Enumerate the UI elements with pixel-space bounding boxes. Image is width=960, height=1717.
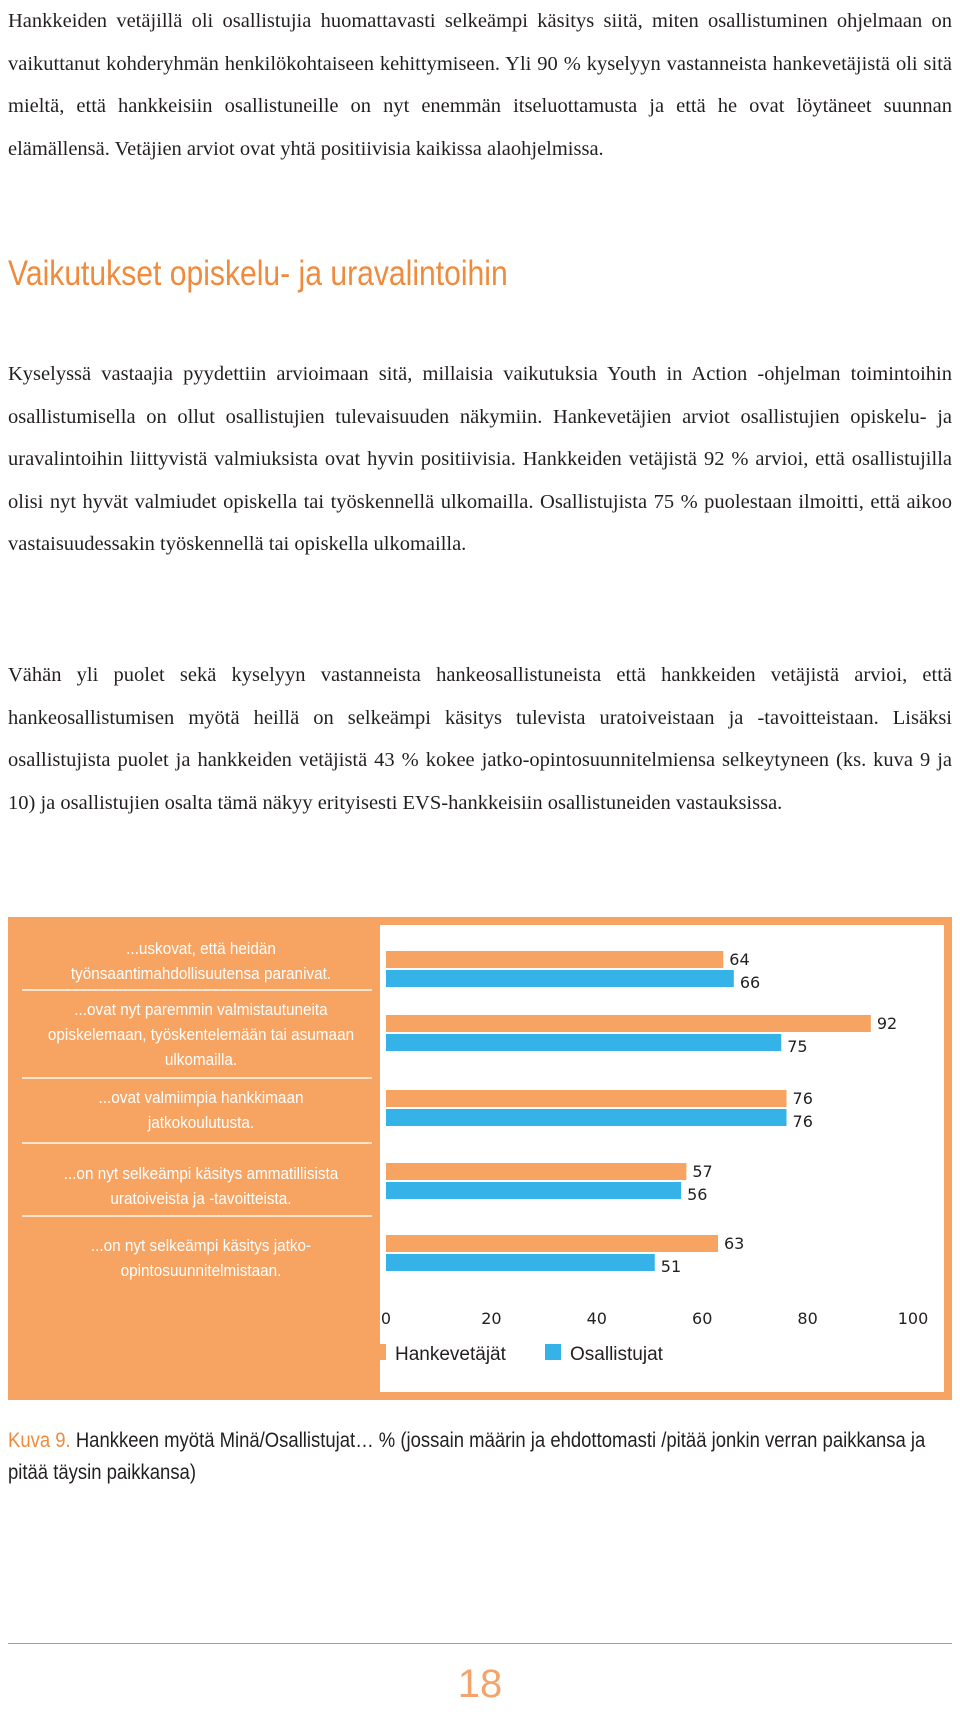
value-label: 76 [792,1089,813,1108]
value-label: 51 [660,1257,682,1276]
legend-label-2: Osallistujat [570,1344,663,1365]
value-label: 56 [687,1185,708,1204]
chart-figure [8,917,952,1400]
category-label-4: ...on nyt selkeämpi käsitys ammatillisista uratoiveista ja -tavoitteista. [63,1164,339,1208]
category-label-1: ...uskovat, että heidän työnsaantimahdollisuutensa paranivat. [70,939,332,983]
value-label: 66 [739,973,761,992]
value-label: 92 [876,1014,898,1033]
bar-hankevetajat-3 [386,1090,787,1107]
footer-rule [8,1643,952,1644]
category-label-5: ...on nyt selkeämpi käsitys jatko-opintosuunnitelmistaan. [90,1236,312,1280]
x-tick-label: 100 [897,1309,929,1328]
body-paragraph-3: Vähän yli puolet sekä kyselyyn vastanneista hankeosallistuneista että hankkeiden vetäjistä arvioi, että hankeosallistumisen myötä heillä on selkeämpi käsitys tulevista uratoiveistaan ja -tavoitteistaan. Lisäksi osallistujista puolet ja hankkeiden vetäjistä 43 % kokee jatko-opintosuunnitelmiensa selkeytyneen (ks. kuva 9 ja 10) ja osallistujien osalta tämä näkyy erityisesti EVS-hankkeisiin osallistuneiden vastauksissa. [8,664,952,814]
value-label: 57 [692,1162,713,1181]
value-label: 75 [787,1037,808,1056]
bar-chart [8,917,952,1400]
legend-label-1: Hankevetäjät [395,1344,506,1365]
x-tick-label: 0 [380,1309,392,1328]
bar-hankevetajat-4 [386,1163,686,1180]
legend-swatch-2 [545,1344,561,1360]
caption-text: Hankkeen myötä Minä/Osallistujat… % (jossain määrin ja ehdottomasti /pitää jonkin verran paikkansa ja pitää täysin paikkansa) [8,1429,926,1484]
x-tick-label: 60 [692,1309,713,1328]
value-label: 76 [792,1112,813,1131]
figure-caption [8,1425,941,1489]
bar-osallistujat-3 [386,1109,787,1126]
value-label: 63 [724,1234,745,1253]
caption-label: Kuva 9. [8,1429,71,1452]
value-label: 64 [729,950,750,969]
category-label-2: ...ovat nyt paremmin valmistautuneita opiskelemaan, työskentelemään tai asumaan ulkomailla. [47,1000,355,1069]
section-heading: Vaikutukset opiskelu- ja uravalintoihin [8,254,508,293]
page-number: 18 [457,1662,503,1706]
category-label-3: ...ovat valmiimpia hankkimaan jatkokoulutusta. [98,1088,304,1132]
body-paragraph-1: Hankkeiden vetäjillä oli osallistujia huomattavasti selkeämpi käsitys siitä, miten osallistuminen ohjelmaan on vaikuttanut kohderyhmän henkilökohtaiseen kehittymiseen. Yli 90 % kyselyyn vastanneista hankevetäjistä oli sitä mieltä, että hankkeisiin osallistuneille on nyt enemmän itseluottamusta ja että he ovat löytäneet suunnan elämällensä. Vetäjien arviot ovat yhtä positiivisia kaikissa alaohjelmissa. [8,10,952,160]
bar-osallistujat-1 [386,970,734,987]
bar-hankevetajat-5 [386,1235,718,1252]
x-tick-label: 20 [481,1309,502,1328]
bar-osallistujat-5 [386,1254,655,1271]
legend-swatch-1 [370,1344,386,1360]
x-tick-label: 80 [797,1309,818,1328]
bar-osallistujat-4 [386,1182,681,1199]
bar-hankevetajat-2 [386,1015,871,1032]
x-tick-label: 40 [586,1309,607,1328]
body-paragraph-2: Kyselyssä vastaajia pyydettiin arvioimaan sitä, millaisia vaikutuksia Youth in Action -ohjelman toimintoihin osallistumisella on ollut osallistujien tulevaisuuden näkymiin. Hankevetäjien arviot osallistujien opiskelu- ja uravalintoihin liittyvistä valmiuksista ovat hyvin positiivisia. Hankkeiden vetäjistä 92 % arvioi, että osallistujilla olisi nyt hyvät valmiudet opiskella tai työskennellä ulkomailla. Osallistujista 75 % puolestaan ilmoitti, että aikoo vastaisuudessakin työskennellä tai opiskella ulkomailla. [8,363,952,555]
bar-osallistujat-2 [386,1034,781,1051]
bar-hankevetajat-1 [386,951,723,968]
